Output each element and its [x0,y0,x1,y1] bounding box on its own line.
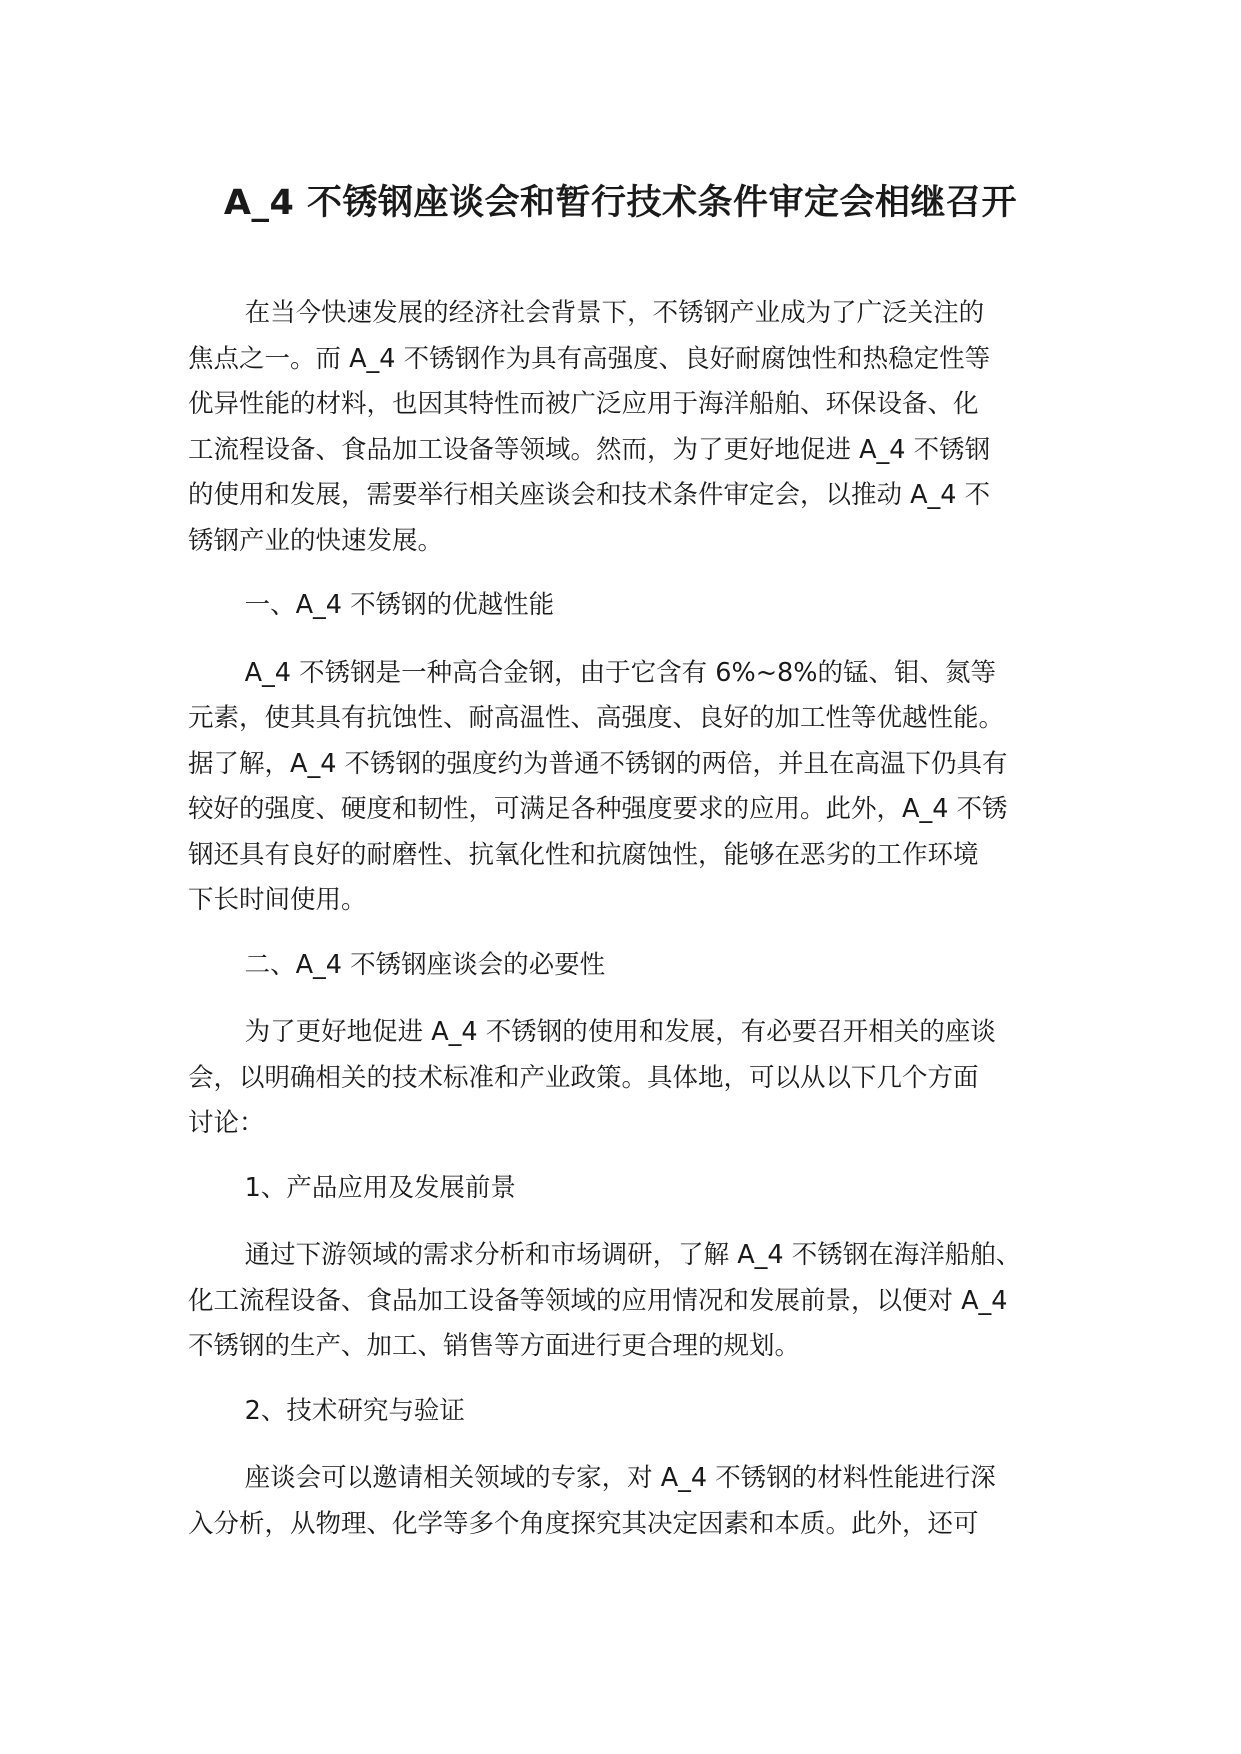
document-body [188,291,1068,1566]
paragraph-subsection-2: 座谈会可以邀请相关领域的专家，对 A_4 不锈钢的材料性能进行深 入分析，从物理、化学等多个角度探究其决定因素和本质。此外，还可 [188,1463,996,1539]
section-heading-1: 一、A_4 不锈钢的优越性能 [244,590,555,620]
paragraph-section-2: 为了更好地促进 A_4 不锈钢的使用和发展，有必要召开相关的座谈 会，以明确相关的技术标准和产业政策。具体地，可以从以下几个方面 讨论： [188,1017,996,1138]
section-heading-2: 二、A_4 不锈钢座谈会的必要性 [244,949,606,980]
paragraph-intro: 在当今快速发展的经济社会背景下，不锈钢产业成为了广泛关注的 焦点之一。而 A_4 不锈钢作为具有高强度、良好耐腐蚀性和热稳定性等 优异性能的材料，也因其特性而被广泛应用于海洋船舶、环保设备、化 工流程设备、食品加工设备等领域。然而，为了更好地促进 A_4 不锈钢 的使用和发展，需要举行相关座谈会和技术条件审定会，以推动 A_4 不 锈钢产业的快速发展。 [188,298,991,556]
subsection-heading-2: 2、技术研究与验证 [244,1395,465,1426]
page-title: A_4 不锈钢座谈会和暂行技术条件审定会相继召开 [223,183,1018,223]
paragraph-section-1: A_4 不锈钢是一种高合金钢，由于它含有 6%~8%的锰、钼、氮等 元素，使其具有抗蚀性、耐高温性、高强度、良好的加工性等优越性能。 据了解，A_4 不锈钢的强度约为普通不锈钢的两倍，并且在高温下仍具有 较好的强度、硬度和韧性，可满足各种强度要求的应用。此外，A_4 不锈 钢还具有良好的耐磨性、抗氧化性和抗腐蚀性，能够在恶劣的工作环境 下长时间使用。 [188,657,1008,915]
subsection-heading-1: 1、产品应用及发展前景 [244,1172,516,1203]
paragraph-subsection-1: 通过下游领域的需求分析和市场调研，了解 A_4 不锈钢在海洋船舶、 化工流程设备、食品加工设备等领域的应用情况和发展前景，以便对 A_4 不锈钢的生产、加工、销售等方面进行更合理的规划。 [188,1240,1022,1361]
